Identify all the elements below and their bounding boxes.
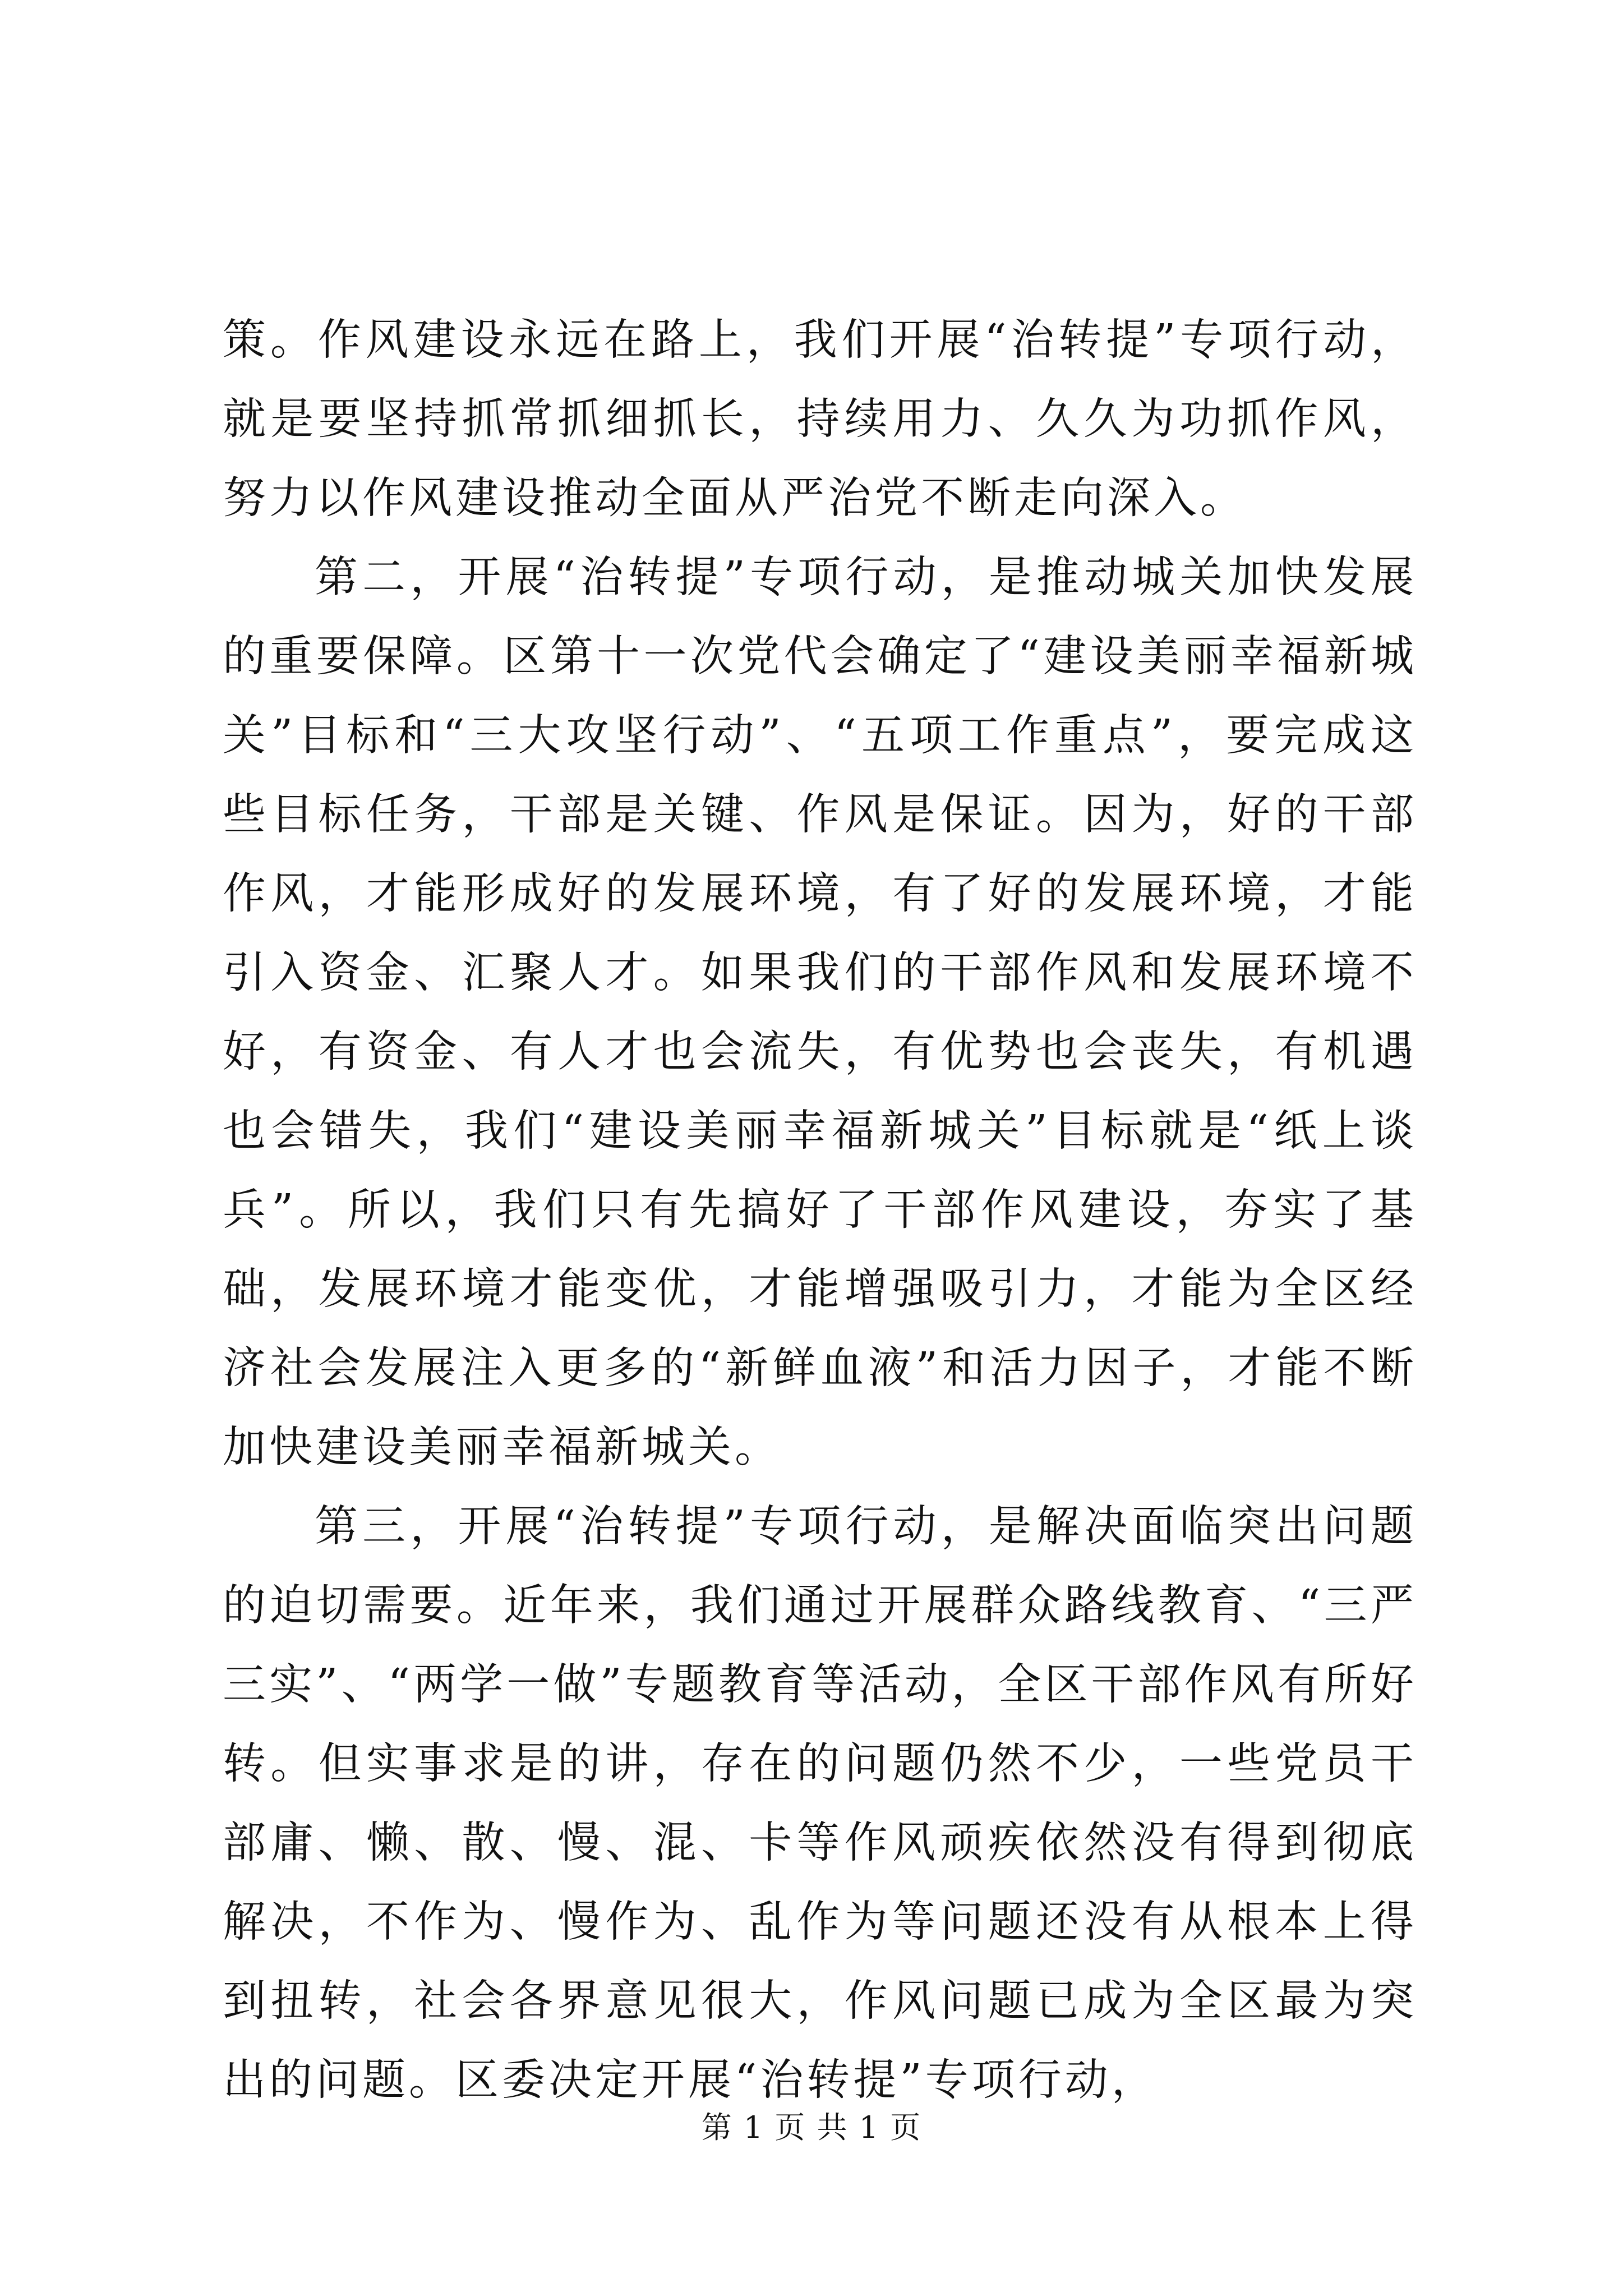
- paragraph-second-point: 第二，开展“治转提”专项行动，是推动城关加快发展的重要保障。区第十一次党代会确定了“建设美丽幸福新城关”目标和“三大攻坚行动”、“五项工作重点”，要完成这些目标任务，干部是关键、作风是保证。因为，好的干部作风，才能形成好的发展环境，有了好的发展环境，才能引入资金、汇聚人才。如果我们的干部作风和发展环境不好，有资金、有人才也会流失，有优势也会丧失，有机遇也会错失，我们“建设美丽幸福新城关”目标就是“纸上谈兵”。所以，我们只有先搞好了干部作风建设，夯实了基础，发展环境才能变优，才能增强吸引力，才能为全区经济社会发展注入更多的“新鲜血液”和活力因子，才能不断加快建设美丽幸福新城关。: [223, 553, 1417, 1473]
- paragraph-third-point: 第三，开展“治转提”专项行动，是解决面临突出问题的迫切需要。近年来，我们通过开展群众路线教育、“三严三实”、“两学一做”专题教育等活动，全区干部作风有所好转。但实事求是的讲，存在的问题仍然不少，一些党员干部庸、懒、散、慢、混、卡等作风顽疾依然没有得到彻底解决，不作为、慢作为、乱作为等问题还没有从根本上得到扭转，社会各界意见很大，作风问题已成为全区最为突出的问题。区委决定开展“治转提”专项行动，: [223, 1502, 1417, 2105]
- paragraph-continuation: 策。作风建设永远在路上，我们开展“治转提”专项行动，就是要坚持抓常抓细抓长，持续用力、久久为功抓作风，努力以作风建设推动全面从严治党不断走向深入。: [223, 315, 1417, 523]
- document-body: [223, 301, 1417, 2120]
- page-footer: 第 1 页 共 1 页: [701, 2110, 922, 2145]
